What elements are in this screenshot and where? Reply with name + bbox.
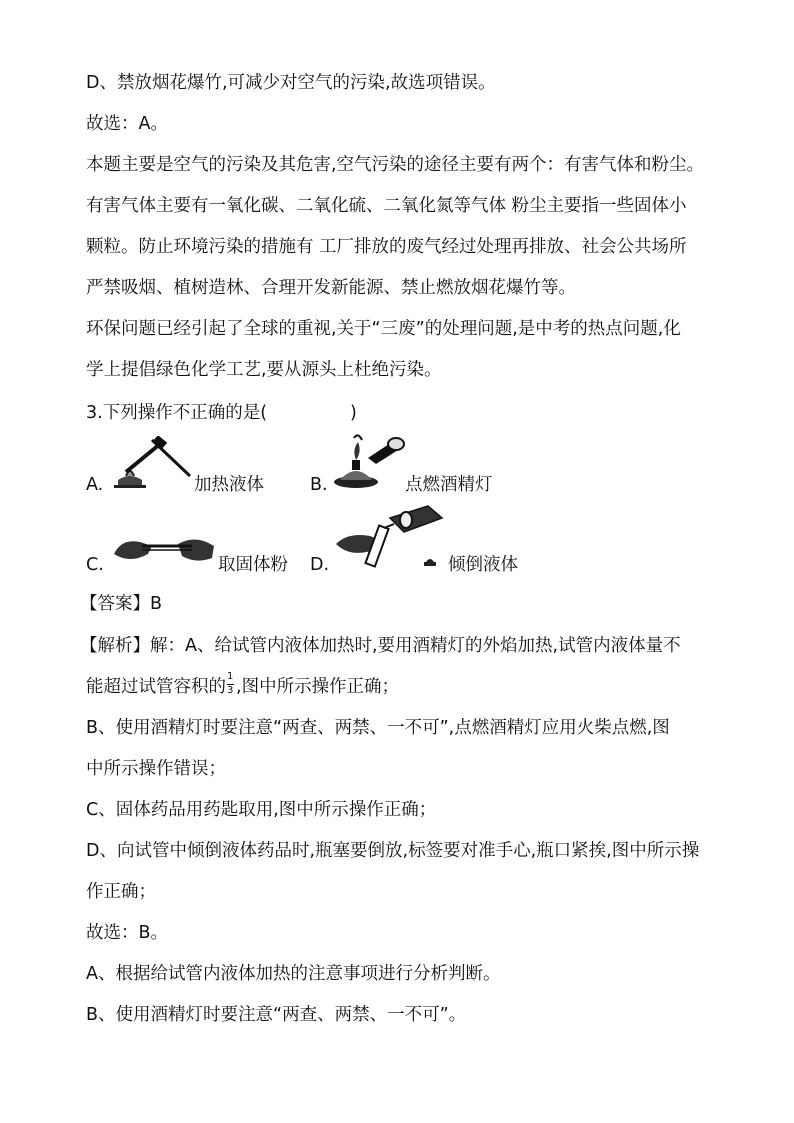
- analysis-line: A、根据给试管内液体加热的注意事项进行分析判断。: [86, 964, 501, 984]
- text-line: 有害气体主要有一氧化碳、二氧化硫、二氧化氮等气体 粉尘主要指一些固体小: [86, 196, 687, 216]
- option-b-letter: B.: [310, 475, 328, 495]
- text-line: 颗粒。防止环境污染的措施有 工厂排放的废气经过处理再排放、社会公共场所: [86, 237, 687, 257]
- pouring-liquid-figure: [334, 504, 446, 572]
- text-line: 学上提倡绿色化学工艺,要从源头上杜绝污染。: [86, 360, 442, 380]
- option-c-letter: C.: [86, 555, 104, 575]
- option-a-text: 加热液体: [194, 475, 264, 495]
- fraction-one-third: $\frac{1}{3}$: [227, 671, 234, 696]
- lighting-alcohol-lamp-figure: [332, 432, 406, 492]
- option-a-letter: A.: [86, 475, 104, 495]
- text-line: 故选：A。: [86, 114, 168, 134]
- analysis-line: D、向试管中倾倒液体药品时,瓶塞要倒放,标签要对准手心,瓶口紧挨,图中所示操: [86, 841, 700, 861]
- analysis-line: 中所示操作错误；: [86, 759, 226, 779]
- analysis-line: C、固体药品用药匙取用,图中所示操作正确；: [86, 800, 437, 820]
- analysis-line: 故选：B。: [86, 923, 169, 943]
- option-d-letter: D.: [310, 555, 330, 575]
- option-b-text: 点燃酒精灯: [405, 475, 493, 495]
- analysis-line-fraction: [86, 671, 400, 699]
- option-c-text: 取固体粉: [218, 555, 288, 575]
- analysis-line: 作正确；: [86, 882, 156, 902]
- question-stem: 3.下列操作不正确的是(: [86, 403, 268, 423]
- analysis-line: B、使用酒精灯时要注意“两查、两禁、一不可”。: [86, 1005, 467, 1025]
- text-line: 环保问题已经引起了全球的重视,关于“三废”的处理问题,是中考的热点问题,化: [86, 319, 681, 339]
- option-d-text: 倾倒液体: [448, 555, 518, 575]
- question-stem-close: ): [350, 403, 357, 423]
- analysis-line: 【解析】解：A、给试管内液体加热时,要用酒精灯的外焰加热,试管内液体量不: [80, 636, 681, 656]
- text-line: 严禁吸烟、植树造林、合理开发新能源、禁止燃放烟花爆竹等。: [86, 278, 576, 298]
- analysis-text: 能超过试管容积的: [86, 677, 226, 697]
- text-line: D、禁放烟花爆竹,可减少对空气的污染,故选项错误。: [86, 73, 496, 93]
- taking-solid-powder-figure: [112, 524, 218, 568]
- text-line: 本题主要是空气的污染及其危害,空气污染的途径主要有两个：有害气体和粉尘。: [86, 155, 705, 175]
- answer-line: 【答案】B: [80, 594, 163, 614]
- analysis-text: ,图中所示操作正确；: [236, 677, 400, 697]
- heating-liquid-figure: [112, 436, 194, 492]
- analysis-line: B、使用酒精灯时要注意“两查、两禁、一不可”,点燃酒精灯应用火柴点燃,图: [86, 718, 670, 738]
